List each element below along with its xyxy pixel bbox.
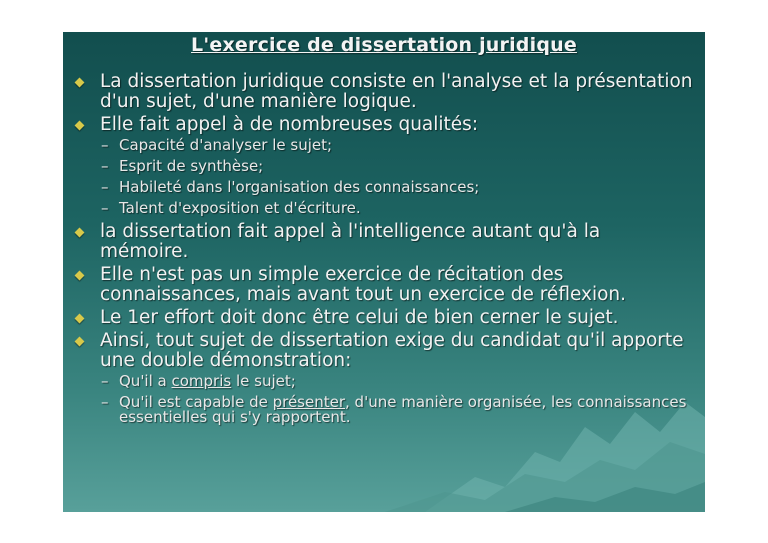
slide bbox=[63, 32, 705, 512]
bullet-item bbox=[73, 72, 693, 112]
sub-item-text-part: Qu'il est capable de bbox=[119, 393, 273, 411]
demonstration-list bbox=[73, 374, 693, 425]
bullet-item bbox=[73, 115, 693, 135]
sub-item-text bbox=[119, 374, 296, 389]
bullet-item bbox=[73, 331, 693, 371]
bullet-item bbox=[73, 265, 693, 305]
underlined-word: compris bbox=[171, 372, 232, 390]
sub-item-text bbox=[119, 395, 693, 425]
diamond-bullet-icon bbox=[76, 122, 88, 129]
bullet-text: Elle n'est pas un simple exercice de récitation des connaissances, mais avant tout un exercice de réflexion. bbox=[100, 264, 627, 305]
dash-marker: – bbox=[101, 372, 109, 390]
sub-item-text: Capacité d'analyser le sujet; bbox=[119, 136, 333, 154]
bullet-item bbox=[73, 222, 693, 262]
underlined-word: présenter bbox=[272, 393, 346, 411]
diamond-bullet-icon bbox=[76, 229, 88, 236]
sub-list-item bbox=[101, 159, 693, 174]
bullet-item bbox=[73, 308, 693, 328]
sub-item-text: Esprit de synthèse; bbox=[119, 157, 264, 175]
bullet-text: La dissertation juridique consiste en l'analyse et la présentation d'un sujet, d'une manière logique. bbox=[100, 71, 693, 112]
bullet-text: Ainsi, tout sujet de dissertation exige du candidat qu'il apporte une double démonstration: bbox=[100, 330, 684, 371]
sub-list-item bbox=[101, 180, 693, 195]
sub-list-item bbox=[101, 201, 693, 216]
bullet-text: Elle fait appel à de nombreuses qualités: bbox=[100, 114, 479, 135]
sub-list-item bbox=[101, 138, 693, 153]
diamond-bullet-icon bbox=[76, 338, 88, 345]
dash-marker: – bbox=[101, 157, 109, 175]
bullet-text: la dissertation fait appel à l'intelligence autant qu'à la mémoire. bbox=[100, 221, 601, 262]
sub-list-item bbox=[101, 395, 693, 425]
sub-item-text-part: Qu'il a bbox=[119, 372, 172, 390]
qualities-list bbox=[73, 138, 693, 216]
slide-content bbox=[73, 72, 693, 431]
bullet-text: Le 1er effort doit donc être celui de bien cerner le sujet. bbox=[100, 307, 619, 328]
diamond-bullet-icon bbox=[76, 79, 88, 86]
dash-marker: – bbox=[101, 178, 109, 196]
diamond-bullet-icon bbox=[76, 272, 88, 279]
dash-marker: – bbox=[101, 393, 109, 411]
dash-marker: – bbox=[101, 199, 109, 217]
sub-item-text-part: le sujet; bbox=[231, 372, 296, 390]
slide-title: L'exercice de dissertation juridique bbox=[191, 34, 577, 56]
sub-list-item bbox=[101, 374, 693, 389]
sub-item-text-part: , d'une manière organisée, les connaissances essentielles qui s'y rapportent. bbox=[119, 393, 687, 426]
sub-item-text: Talent d'exposition et d'écriture. bbox=[119, 199, 361, 217]
diamond-bullet-icon bbox=[76, 315, 88, 322]
dash-marker: – bbox=[101, 136, 109, 154]
sub-item-text: Habileté dans l'organisation des connaissances; bbox=[119, 178, 480, 196]
